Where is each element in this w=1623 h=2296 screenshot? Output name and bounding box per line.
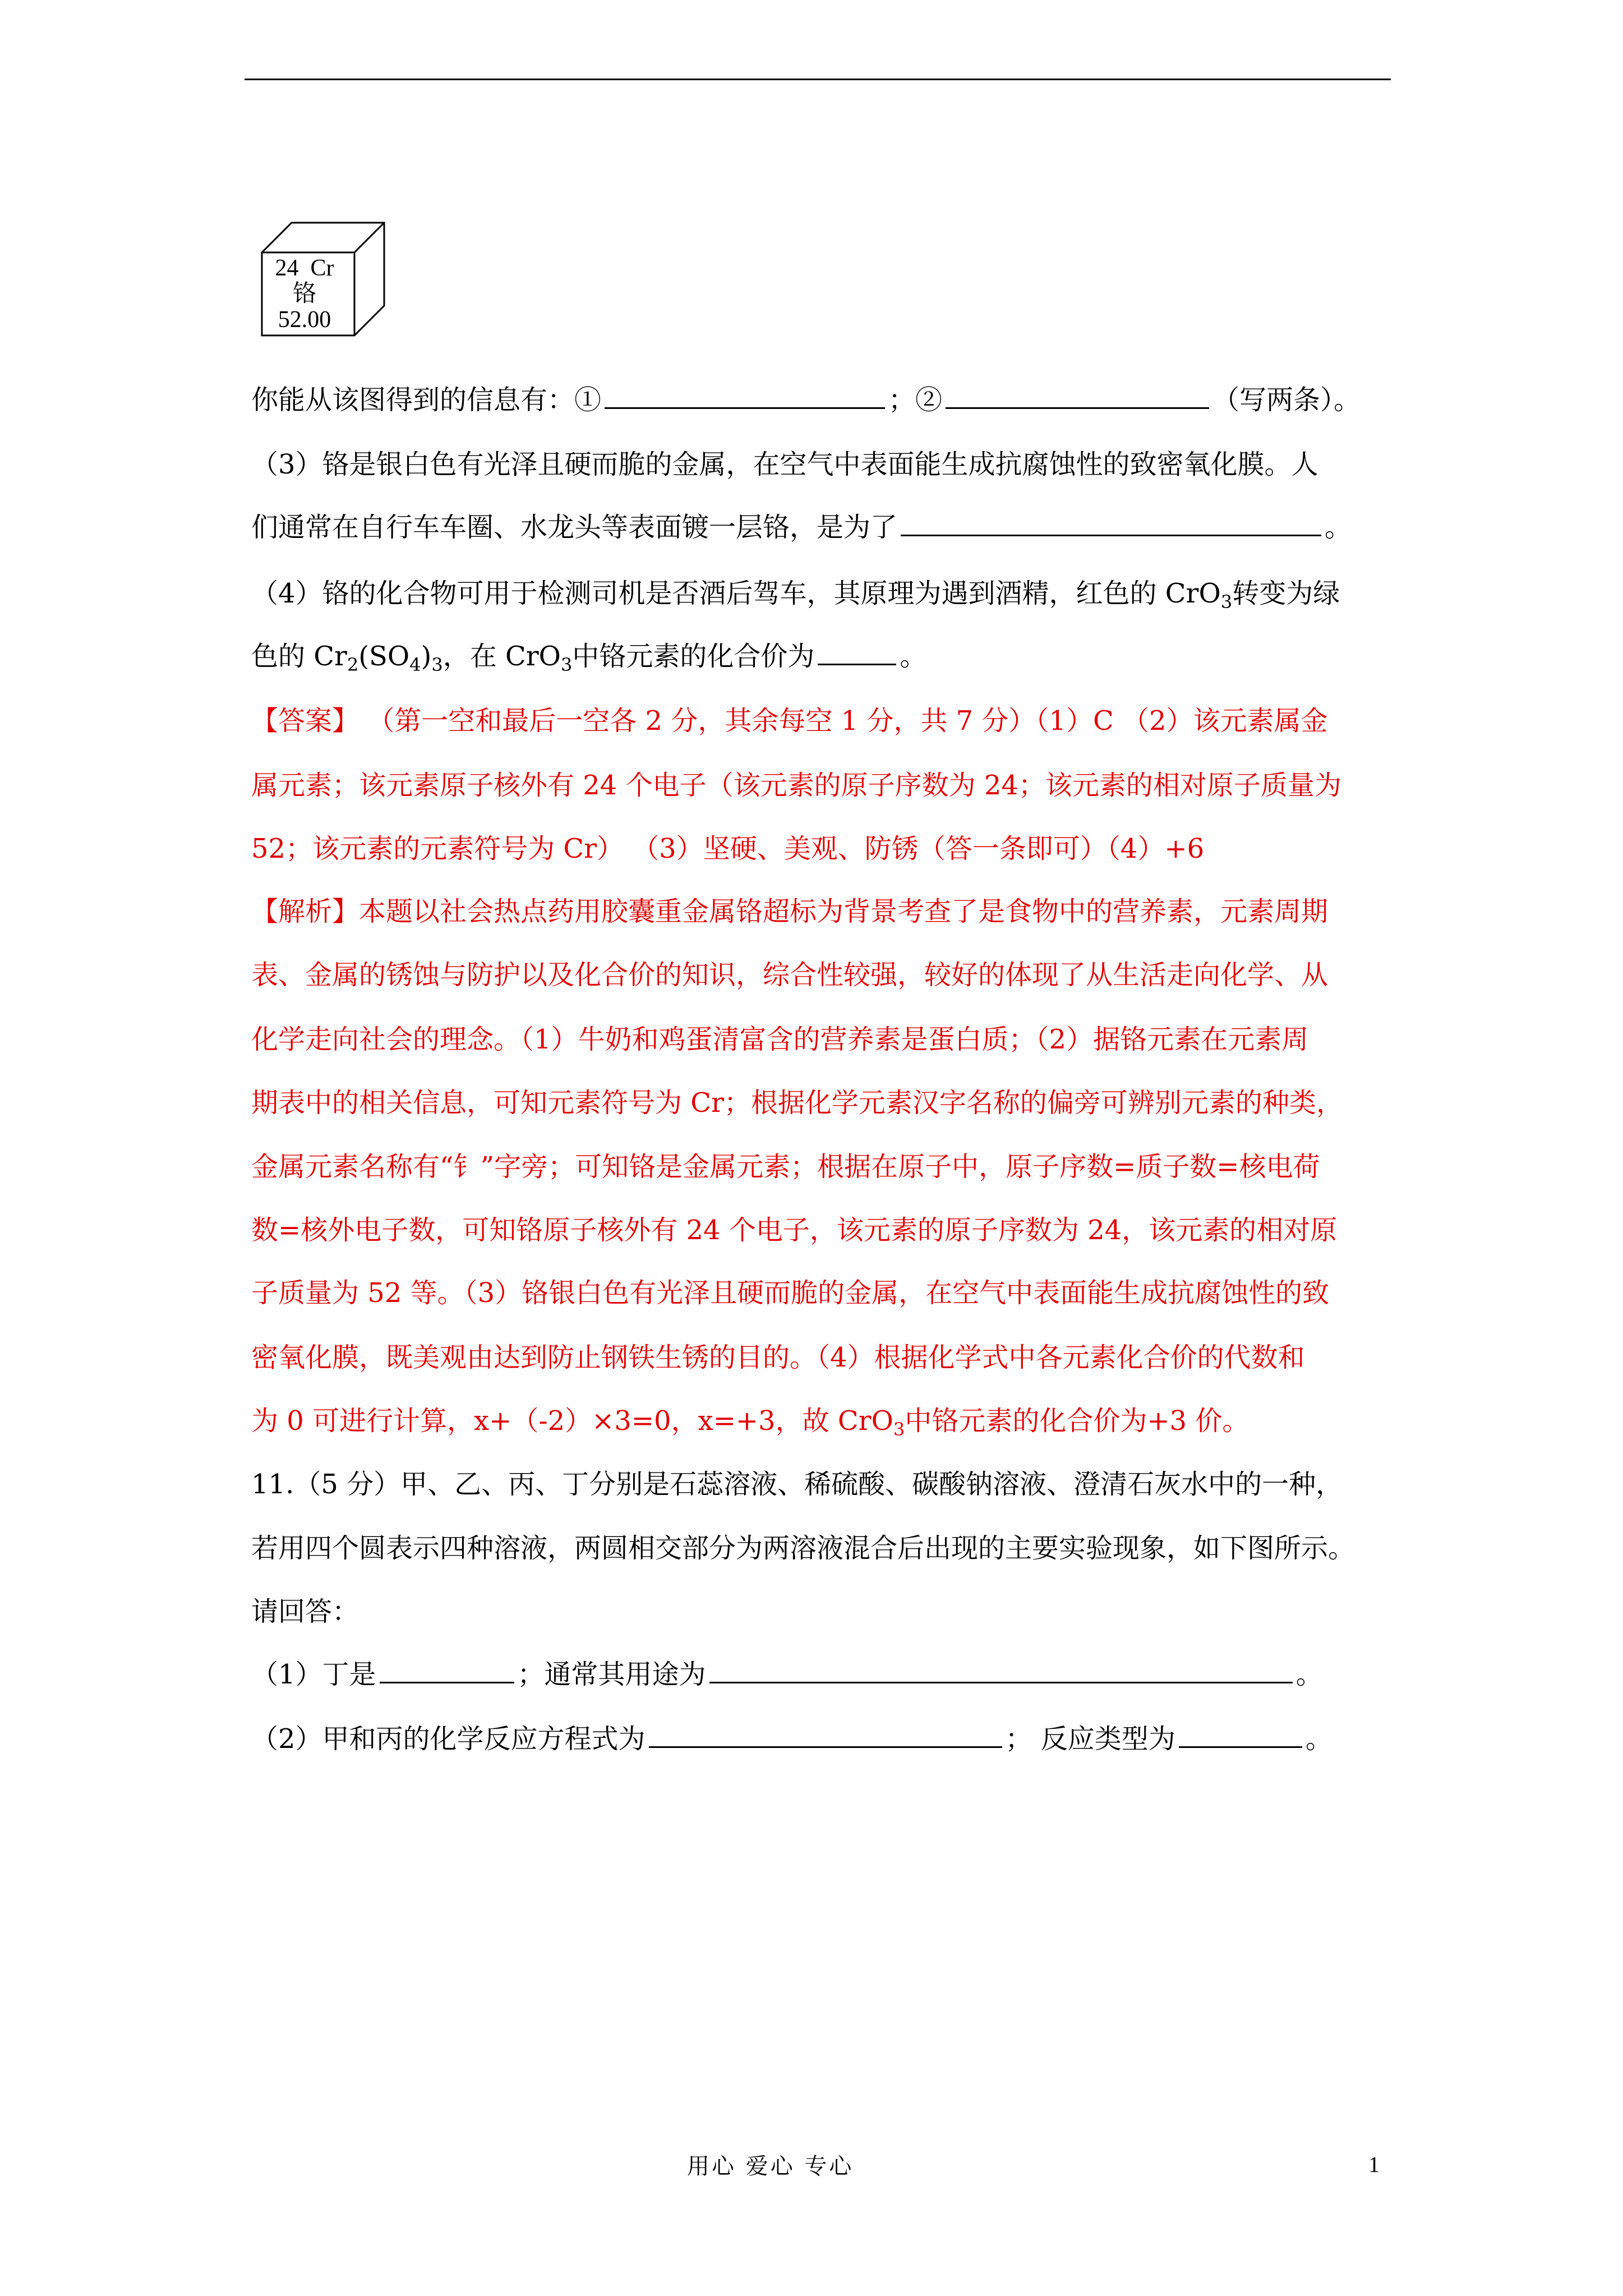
answer-line-3: 52；该元素的元素符号为 Cr） （3）坚硬、美观、防锈（答一条即可）（4）+6 — [251, 833, 1205, 864]
question-3-suffix: 。 — [1325, 512, 1352, 543]
answer-blank-3[interactable] — [901, 511, 1321, 536]
analysis-line-9-prefix: 为 0 可进行计算，x+（-2）×3=0，x=+3，故 CrO — [251, 1405, 893, 1437]
q11-part-1-prefix: （1）丁是 — [251, 1659, 376, 1690]
question-11-part-2 — [251, 1722, 1332, 1756]
question-3-line-2 — [251, 510, 1352, 544]
question-3-line-1: （3）铬是银白色有光泽且硬而脆的金属，在空气中表面能生成抗腐蚀性的致密氧化膜。人 — [251, 449, 1318, 480]
q4-sub-c: 4 — [409, 654, 421, 675]
answer-blank-1[interactable] — [605, 384, 885, 409]
question-info-prefix: 你能从该图得到的信息有：① — [251, 384, 602, 416]
question-info-suffix: （写两条）。 — [1212, 384, 1361, 416]
analysis-line-1: 【解析】本题以社会热点药用胶囊重金属铬超标为背景考查了是食物中的营养素，元素周期 — [251, 896, 1329, 927]
element-number-symbol — [262, 255, 347, 281]
answer-line-1: 【答案】 （第一空和最后一空各 2 分，其余每空 1 分，共 7 分）（1）C （2）该元素属金 — [251, 705, 1328, 737]
q11-part-2-mid: ； 反应类型为 — [1005, 1723, 1175, 1755]
q4-sub-b: 2 — [347, 654, 359, 675]
analysis-line-6: 数=核外电子数，可知铬原子核外有 24 个电子，该元素的原子序数为 24，该元素的相对原 — [251, 1214, 1338, 1246]
answer-blank-6[interactable] — [709, 1658, 1293, 1683]
element-symbol: Cr — [310, 255, 334, 281]
q4-text-f: ，在 CrO — [442, 641, 561, 672]
q4-sub-e: 3 — [561, 654, 573, 675]
analysis-line-9-suffix: 中铬元素的化合价为+3 价。 — [905, 1405, 1249, 1437]
q4-text-c: 色的 Cr — [251, 641, 347, 672]
question-11-line-2: 若用四个圆表示四种溶液，两圆相交部分为两溶液混合后出现的主要实验现象，如下图所示。 — [251, 1533, 1355, 1564]
q4-text-d: (SO — [358, 641, 410, 672]
analysis-line-2: 表、金属的锈蚀与防护以及化合价的知识，综合性较强，较好的体现了从生活走向化学、从 — [251, 959, 1329, 991]
answer-blank-7[interactable] — [649, 1723, 1002, 1748]
q4-text-e: ) — [421, 641, 432, 672]
q4-text-h: 。 — [900, 641, 927, 672]
analysis-line-4: 期表中的相关信息，可知元素符号为 Cr；根据化学元素汉字名称的偏旁可辨别元素的种类， — [251, 1087, 1343, 1119]
answer-blank-8[interactable] — [1179, 1723, 1302, 1748]
question-3-prefix: 们通常在自行车车圈、水龙头等表面镀一层铬，是为了 — [251, 512, 898, 543]
analysis-line-3: 化学走向社会的理念。（1）牛奶和鸡蛋清富含的营养素是蛋白质；（2）据铬元素在元素周 — [251, 1024, 1309, 1055]
q4-sub-d: 3 — [431, 654, 443, 675]
question-info-mid: ；② — [888, 384, 943, 416]
footer-slogan: 用心 爱心 专心 — [687, 2154, 854, 2179]
answer-blank-2[interactable] — [946, 384, 1209, 409]
q11-part-1-suffix: 。 — [1295, 1659, 1323, 1690]
question-11-line-1: 11.（5 分）甲、乙、丙、丁分别是石蕊溶液、稀硫酸、碳酸钠溶液、澄清石灰水中的一种， — [251, 1469, 1343, 1500]
question-info-line — [251, 383, 1361, 417]
element-mass: 52.00 — [278, 307, 331, 333]
element-tile-text — [262, 255, 347, 333]
answer-blank-5[interactable] — [380, 1658, 514, 1683]
analysis-line-7: 子质量为 52 等。（3）铬银白色有光泽且硬而脆的金属，在空气中表面能生成抗腐蚀性的致 — [251, 1277, 1330, 1309]
analysis-line-5: 金属元素名称有“钅”字旁；可知铬是金属元素；根据在原子中，原子序数=质子数=核电荷 — [251, 1151, 1320, 1182]
q4-text-b: 转变为绿 — [1232, 578, 1340, 609]
answer-line-2: 属元素；该元素原子核外有 24 个电子（该元素的原子序数为 24；该元素的相对原子质量为 — [251, 770, 1341, 801]
question-11-line-3: 请回答： — [251, 1596, 359, 1627]
header-rule — [245, 79, 1391, 80]
page-number: 1 — [1368, 2152, 1380, 2177]
q11-part-2-suffix: 。 — [1305, 1723, 1332, 1755]
question-4-line-2 — [251, 639, 926, 682]
element-number: 24 — [275, 255, 299, 281]
q11-part-1-mid: ；通常其用途为 — [517, 1659, 706, 1690]
element-name: 铬 — [292, 281, 316, 307]
analysis-line-9 — [251, 1404, 1249, 1446]
question-11-part-1 — [251, 1658, 1323, 1691]
analysis-line-8: 密氧化膜，既美观由达到防止钢铁生锈的目的。（4）根据化学式中各元素化合价的代数和 — [251, 1342, 1305, 1373]
analysis-line-9-sub: 3 — [893, 1419, 905, 1440]
q4-text-g: 中铬元素的化合价为 — [572, 641, 815, 672]
q4-text-a: （4）铬的化合物可用于检测司机是否酒后驾车，其原理为遇到酒精，红色的 CrO — [251, 578, 1221, 609]
q4-sub-a: 3 — [1220, 591, 1233, 613]
answer-blank-4[interactable] — [818, 640, 896, 665]
q11-part-2-prefix: （2）甲和丙的化学反应方程式为 — [251, 1723, 645, 1755]
question-4-line-1 — [251, 577, 1340, 619]
